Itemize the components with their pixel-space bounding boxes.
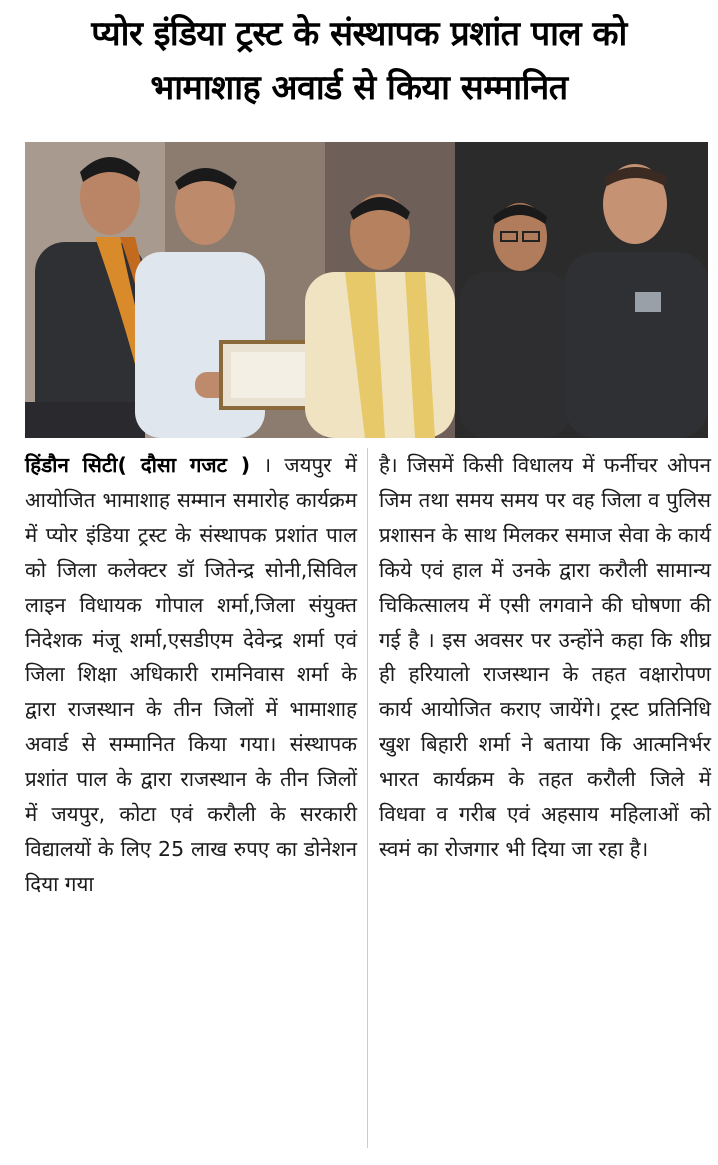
photo-illustration — [25, 142, 708, 438]
headline-line-1: प्योर इंडिया ट्रस्ट के संस्थापक प्रशांत पाल को — [91, 14, 627, 54]
headline-line-2: भामाशाह अवार्ड से किया सम्मानित — [150, 68, 568, 108]
article-left-text: । जयपुर में आयोजित भामाशाह सम्मान समारोह कार्यक्रम में प्योर इंडिया ट्रस्ट के संस्थापक प्रशांत पाल को जिला कलेक्टर डॉ जितेन्द्र सोनी,सिविल लाइन विधायक गोपाल शर्मा,जिला संयुक्त निदेशक मंजू शर्मा,एसडीएम देवेन्द्र शर्मा एवं जिला शिक्षा अधिकारी रामनिवास शर्मा के द्वारा राजस्थान के तीन जिलों में भामाशाह अवार्ड से सम्मानित किया गया। संस्थापक प्रशांत पाल के द्वारा राजस्थान के तीन जिलों में जयपुर, कोटा एवं करौली के सरकारी विद्यालयों के लिए 25 लाख रुपए का डोनेशन दिया गया — [25, 453, 357, 896]
article-column-left — [25, 448, 357, 902]
article-headline — [0, 10, 718, 112]
article-right-text: है। जिसमें किसी विधालय में फर्नीचर ओपन जिम तथा समय समय पर वह जिला व पुलिस प्रशासन के साथ मिलकर समाज सेवा के कार्य किये एवं हाल में उनके द्वारा करौली सामान्य चिकित्सालय में एसी लगवाने की घोषणा की गई है । इस अवसर पर उन्होंने कहा कि शीघ्र ही हरियालो राजस्थान के तहत वक्षारोपण कार्य आयोजित कराए जायेंगे। ट्रस्ट प्रतिनिधि खुश बिहारी शर्मा ने बताया कि आत्मनिर्भर भारत कार्यक्रम के तहत करौली जिले में विधवा व गरीब एवं अहसाय महिलाओं को स्वमं का रोजगार भी दिया जा रहा है। — [379, 453, 711, 861]
column-divider — [367, 448, 368, 1148]
award-ceremony-photo — [25, 142, 708, 438]
article-body — [25, 448, 710, 1158]
article-dateline: हिंडौन सिटी( दौसा गजट ) — [25, 453, 251, 477]
article-column-right — [379, 448, 711, 867]
